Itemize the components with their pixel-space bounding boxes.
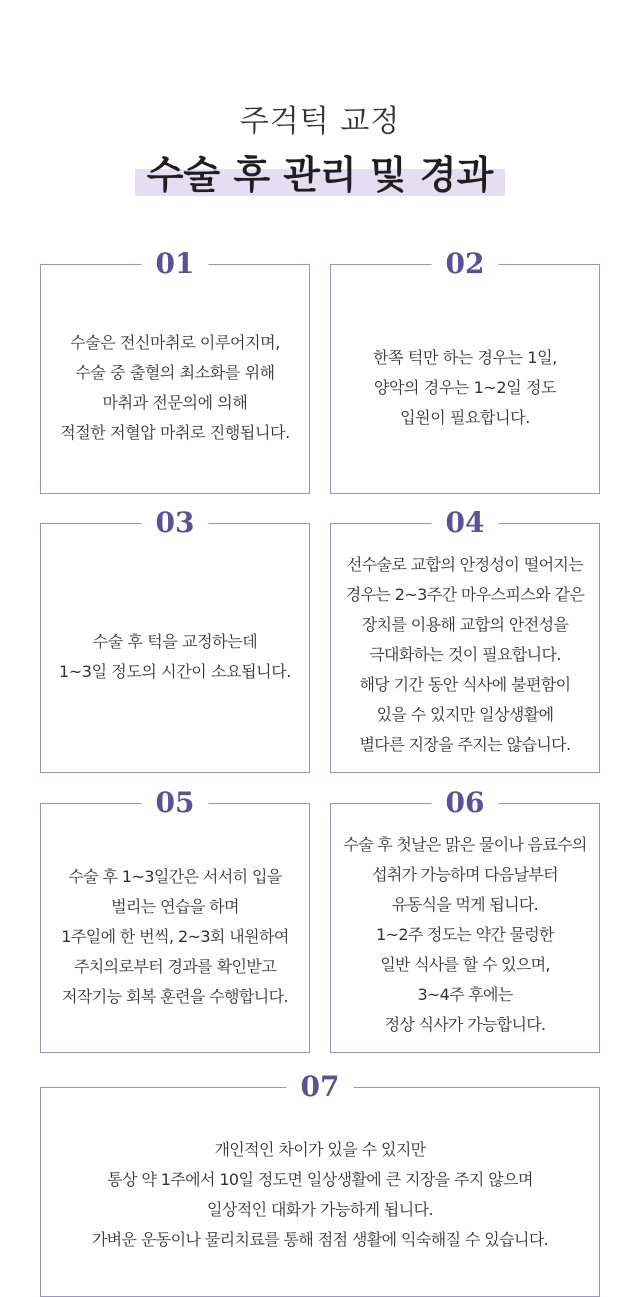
step-line: 선수술로 교합의 안정성이 떨어지는 bbox=[346, 555, 584, 574]
step-card-06 bbox=[330, 786, 600, 1053]
step-card-04 bbox=[330, 506, 600, 773]
step-body bbox=[41, 1098, 599, 1292]
step-line: 수술 후 1~3일간은 서서히 입을 bbox=[68, 867, 282, 886]
step-line: 수술은 전신마취로 이루어지며, bbox=[70, 333, 280, 352]
step-line: 정상 식사가 가능합니다. bbox=[384, 1015, 546, 1034]
step-line: 별다른 지장을 주지는 않습니다. bbox=[359, 735, 571, 754]
step-line: 수술 후 턱을 교정하는데 bbox=[92, 632, 258, 651]
step-number: 04 bbox=[432, 506, 499, 540]
page-header bbox=[0, 100, 640, 200]
step-card-07 bbox=[40, 1070, 600, 1297]
step-line: 한쪽 턱만 하는 경우는 1일, bbox=[373, 348, 557, 367]
step-line: 섭취가 가능하며 다음날부터 bbox=[372, 865, 558, 884]
step-text bbox=[343, 830, 586, 1040]
step-text bbox=[373, 343, 557, 433]
step-body bbox=[41, 287, 309, 489]
step-text bbox=[60, 328, 290, 448]
step-text bbox=[61, 862, 288, 1012]
step-line: 유동식을 먹게 됩니다. bbox=[392, 895, 538, 914]
step-line: 저작기능 회복 훈련을 수행합니다. bbox=[62, 987, 288, 1006]
step-card-01 bbox=[40, 247, 310, 494]
step-line: 주치의로부터 경과를 확인받고 bbox=[73, 957, 277, 976]
step-number: 07 bbox=[287, 1070, 354, 1104]
step-body bbox=[41, 826, 309, 1048]
step-number: 01 bbox=[142, 247, 209, 281]
step-number: 02 bbox=[432, 247, 499, 281]
step-line: 개인적인 차이가 있을 수 있지만 bbox=[214, 1140, 426, 1159]
step-line: 3~4주 후에는 bbox=[417, 985, 513, 1004]
step-body bbox=[41, 546, 309, 768]
step-line: 통상 약 1주에서 10일 정도면 일상생활에 큰 지장을 주지 않으며 bbox=[107, 1170, 533, 1189]
step-line: 적절한 저혈압 마취로 진행됩니다. bbox=[60, 423, 290, 442]
step-text bbox=[59, 627, 291, 687]
page-subtitle: 주걱턱 교정 bbox=[239, 104, 401, 139]
step-line: 극대화하는 것이 필요합니다. bbox=[369, 645, 561, 664]
step-body bbox=[331, 542, 599, 768]
title-wrap bbox=[0, 150, 640, 200]
step-line: 있을 수 있지만 일상생활에 bbox=[376, 705, 554, 724]
step-body bbox=[331, 822, 599, 1048]
step-line: 가벼운 운동이나 물리치료를 통해 점점 생활에 익숙해질 수 있습니다. bbox=[91, 1230, 549, 1249]
step-line: 1~3일 정도의 시간이 소요됩니다. bbox=[59, 662, 291, 681]
step-line: 벌리는 연습을 하며 bbox=[111, 897, 239, 916]
step-line: 경우는 2~3주간 마우스피스와 같은 bbox=[345, 585, 585, 604]
step-number: 06 bbox=[432, 786, 499, 820]
step-number: 03 bbox=[142, 506, 209, 540]
step-line: 해당 기간 동안 식사에 불편함이 bbox=[359, 675, 571, 694]
step-line: 수술 후 첫날은 맑은 물이나 음료수의 bbox=[343, 835, 587, 854]
step-line: 입원이 필요합니다. bbox=[400, 408, 530, 427]
step-card-03 bbox=[40, 506, 310, 773]
step-line: 1~2주 정도는 약간 물렁한 bbox=[376, 925, 554, 944]
step-body bbox=[331, 287, 599, 489]
step-text bbox=[92, 1135, 548, 1255]
step-line: 일반 식사를 할 수 있으며, bbox=[380, 955, 550, 974]
step-line: 장치를 이용해 교합의 안전성을 bbox=[361, 615, 569, 634]
page-title: 수술 후 관리 및 경과 bbox=[135, 150, 506, 200]
step-line: 1주일에 한 번씩, 2~3회 내원하여 bbox=[61, 927, 289, 946]
step-line: 수술 중 출혈의 최소화를 위해 bbox=[75, 363, 275, 382]
step-card-05 bbox=[40, 786, 310, 1053]
step-line: 마취과 전문의에 의해 bbox=[102, 393, 248, 412]
step-line: 일상적인 대화가 가능하게 됩니다. bbox=[207, 1200, 433, 1219]
step-number: 05 bbox=[142, 786, 209, 820]
step-card-02 bbox=[330, 247, 600, 494]
step-text bbox=[346, 550, 585, 760]
step-line: 양악의 경우는 1~2일 정도 bbox=[373, 378, 557, 397]
